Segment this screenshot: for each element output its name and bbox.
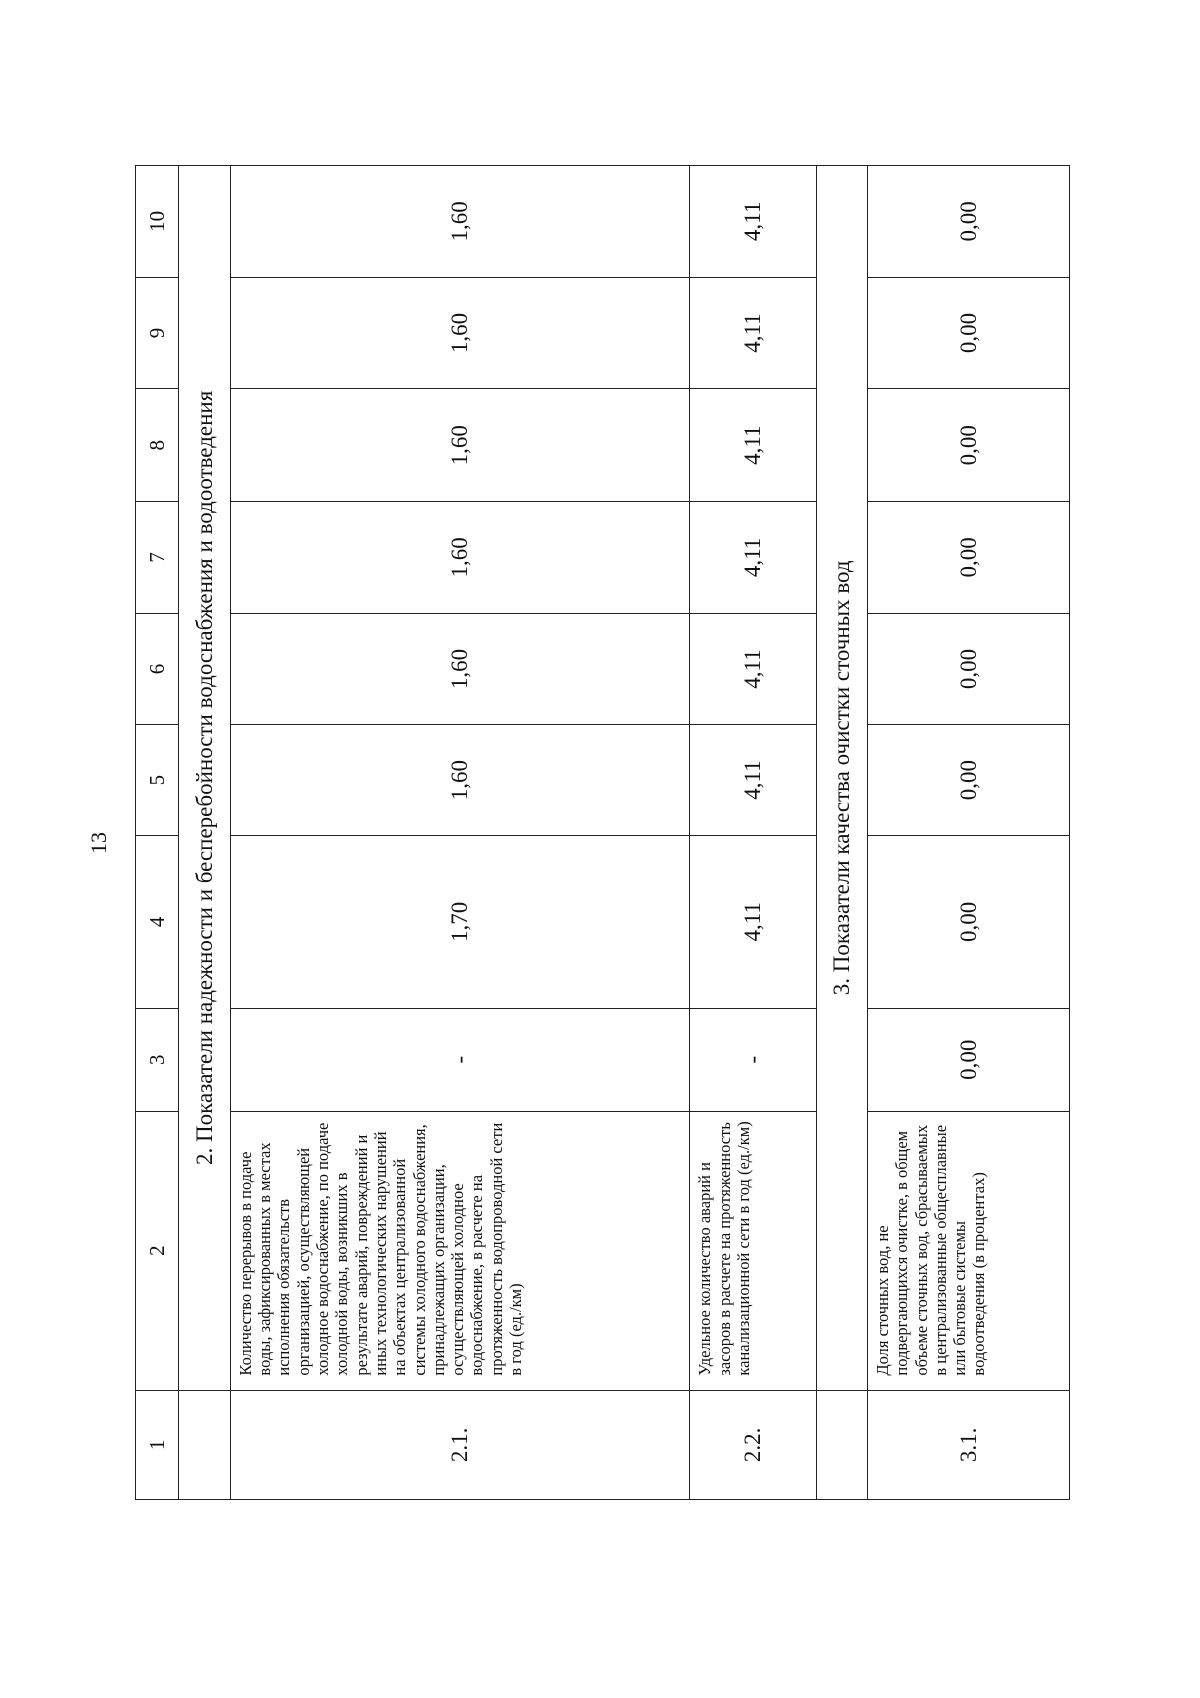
value-cell: 4,11 bbox=[690, 389, 816, 502]
section-title: 3. Показатели качества очистки сточных вод bbox=[816, 166, 867, 1391]
value-cell: 4,11 bbox=[690, 835, 816, 1008]
column-header: 8 bbox=[136, 389, 179, 502]
value-cell: 4,11 bbox=[690, 166, 816, 278]
row-description: Удельное количество аварий и засоров в расчете на протяженность канализационной сети в год (ед./км) bbox=[690, 1111, 816, 1390]
value-cell: 1,60 bbox=[230, 725, 689, 836]
table-row bbox=[230, 166, 689, 1500]
value-cell: 1,60 bbox=[230, 166, 689, 278]
column-header-row bbox=[136, 166, 179, 1500]
column-header: 6 bbox=[136, 613, 179, 725]
column-header: 7 bbox=[136, 502, 179, 614]
value-cell: 0,00 bbox=[868, 502, 1070, 614]
section-title-row bbox=[816, 166, 867, 1500]
value-cell: 0,00 bbox=[868, 1008, 1070, 1111]
column-header: 5 bbox=[136, 725, 179, 836]
value-cell: - bbox=[690, 1008, 816, 1111]
section-spacer-cell bbox=[179, 1390, 230, 1499]
value-cell: 4,11 bbox=[690, 502, 816, 614]
table-row bbox=[690, 166, 816, 1500]
value-cell: 0,00 bbox=[868, 613, 1070, 725]
value-cell: 4,11 bbox=[690, 277, 816, 389]
column-header: 1 bbox=[136, 1390, 179, 1499]
value-cell: 0,00 bbox=[868, 277, 1070, 389]
row-number: 2.2. bbox=[690, 1390, 816, 1499]
section-title-row bbox=[179, 166, 230, 1500]
value-cell: 1,60 bbox=[230, 389, 689, 502]
section-spacer-cell bbox=[816, 1390, 867, 1499]
value-cell: 0,00 bbox=[868, 725, 1070, 836]
column-header: 2 bbox=[136, 1111, 179, 1390]
value-cell: 4,11 bbox=[690, 725, 816, 836]
row-description: Количество перерывов в подаче воды, зафиксированных в местах исполнения обязательств организацией, осуществляющей холодное водоснабжение, по подаче холодной воды, возникших в результате аварий, повреждений и иных технологических нарушений на объектах централизованной системы холодного водоснабжения, принадлежащих организации, осуществляющей холодное водоснабжение, в расчете на протяженность водопроводной сети в год (ед./км) bbox=[230, 1111, 689, 1390]
value-cell: 4,11 bbox=[690, 613, 816, 725]
row-description: Доля сточных вод, не подвергающихся очистке, в общем объеме сточных вод, сбрасываемых в централизованные общесплавные или бытовые системы водоотведения (в процентах) bbox=[868, 1111, 1070, 1390]
section-title: 2. Показатели надежности и бесперебойности водоснабжения и водоотведения bbox=[179, 166, 230, 1391]
value-cell: 0,00 bbox=[868, 166, 1070, 278]
value-cell: 1,60 bbox=[230, 613, 689, 725]
row-number: 3.1. bbox=[868, 1390, 1070, 1499]
value-cell: 0,00 bbox=[868, 835, 1070, 1008]
table-row bbox=[868, 166, 1070, 1500]
value-cell: 1,60 bbox=[230, 277, 689, 389]
value-cell: - bbox=[230, 1008, 689, 1111]
column-header: 4 bbox=[136, 835, 179, 1008]
column-header: 3 bbox=[136, 1008, 179, 1111]
value-cell: 1,70 bbox=[230, 835, 689, 1008]
column-header: 10 bbox=[136, 166, 179, 278]
column-header: 9 bbox=[136, 277, 179, 389]
rotated-table-container bbox=[135, 165, 1070, 1500]
value-cell: 1,60 bbox=[230, 502, 689, 614]
row-number: 2.1. bbox=[230, 1390, 689, 1499]
value-cell: 0,00 bbox=[868, 389, 1070, 502]
indicators-table bbox=[135, 165, 1070, 1500]
page-number: 13 bbox=[86, 832, 111, 854]
